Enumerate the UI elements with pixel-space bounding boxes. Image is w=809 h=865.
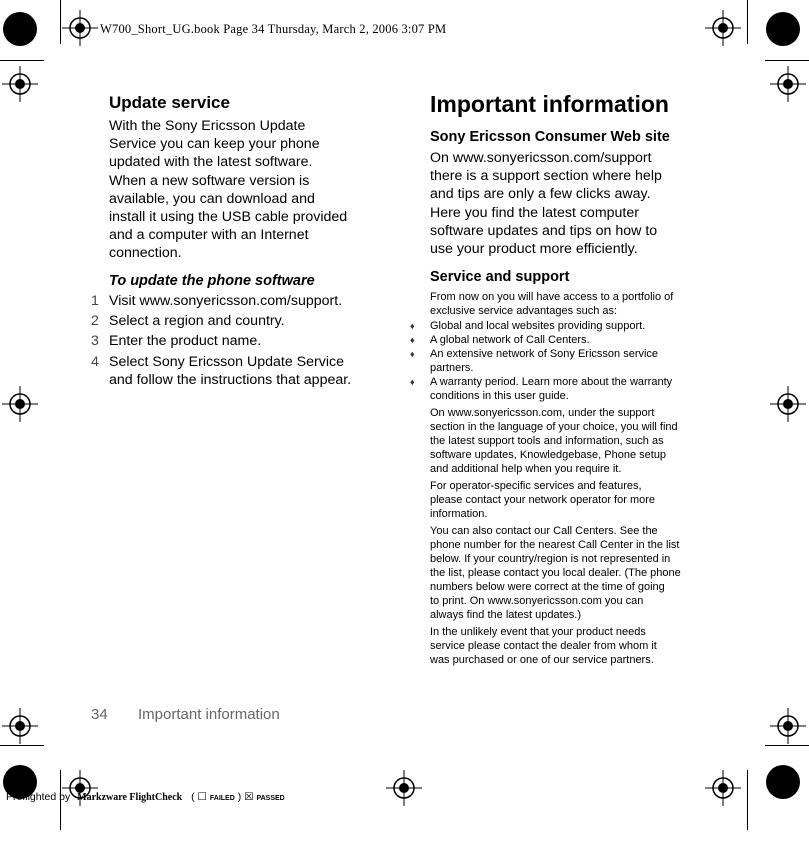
step-text: Visit www.sonyericsson.com/support. (109, 293, 343, 309)
text-line: please contact your network operator for more (430, 494, 656, 506)
bullet-item (410, 319, 715, 333)
text-line: and tips are only a few clicks away. (430, 186, 651, 203)
flightcheck-logo: Markzware FlightCheck (77, 792, 183, 803)
failed-checkbox-icon: ( ☐ (191, 791, 207, 803)
steps-list (91, 292, 401, 389)
crop-blob-bottom-right (766, 765, 800, 799)
bullet-icon: ♦ (410, 377, 415, 387)
text-line: An extensive network of Sony Ericsson service (430, 348, 659, 360)
text-line: always find the latest updates.) (430, 609, 582, 621)
page-number: 34 (91, 706, 108, 723)
text-line: the latest support tools and information, such as (430, 435, 664, 447)
registration-mark-icon (2, 386, 38, 422)
trim-line (0, 745, 44, 746)
registration-mark-icon (2, 66, 38, 102)
registration-mark-icon (770, 386, 806, 422)
bullet-item (410, 347, 715, 375)
text-line: to print. On www.sonyericsson.com you can (430, 595, 644, 607)
preflight-label: Preflighted by (6, 791, 71, 803)
step-number: 1 (91, 293, 99, 309)
text-line: use your product more efficiently. (430, 241, 638, 258)
bullet-item (410, 375, 715, 403)
bullet-icon: ♦ (410, 349, 415, 359)
step-number: 2 (91, 313, 99, 330)
trim-line (0, 60, 44, 61)
trim-line (747, 0, 748, 44)
step-item (91, 353, 401, 389)
text-line: partners. (430, 362, 474, 374)
text-line: the list, please contact you local dealer. (The phone (430, 567, 681, 579)
text-line: Global and local websites providing support. (430, 320, 646, 332)
text-line: A warranty period. Learn more about the warranty (430, 376, 673, 388)
bullet-item (410, 333, 715, 347)
step-text: Select a region and country. (109, 313, 285, 330)
paragraph (430, 524, 715, 622)
registration-mark-icon (705, 10, 741, 46)
registration-mark-icon (705, 770, 741, 806)
paragraph (430, 406, 715, 476)
trim-line (747, 770, 748, 830)
text-line: connection. (109, 245, 182, 262)
text-line: below. If your country/region is not represented in (430, 553, 671, 565)
registration-mark-icon (62, 10, 98, 46)
step-text: and follow the instructions that appear. (109, 371, 352, 388)
service-support-heading: Service and support (430, 269, 570, 285)
text-line: and a computer with an Internet (109, 227, 309, 244)
text-line: updated with the latest software. (109, 154, 313, 171)
text-line: With the Sony Ericsson Update (109, 118, 306, 134)
text-line: You can also contact our Call Centers. See the (430, 525, 658, 537)
text-line: On www.sonyericsson.com, under the support (430, 407, 655, 419)
crop-blob-top-right (766, 12, 800, 46)
text-line: From now on you will have access to a portfolio of (430, 291, 674, 303)
text-line: software updates and tips on how to (430, 222, 658, 239)
text-line: was purchased or one of our service partners. (430, 654, 654, 666)
registration-mark-icon (770, 708, 806, 744)
preflight-stamp (6, 791, 285, 803)
update-service-intro (109, 117, 409, 263)
step-item (91, 332, 401, 350)
text-line: available, you can download and (109, 190, 315, 207)
crop-blob-top-left (3, 12, 37, 46)
registration-mark-icon (2, 708, 38, 744)
text-line: On www.sonyericsson.com/support (430, 150, 652, 166)
trim-line (765, 60, 809, 61)
passed-checkbox-icon: ) ☒ (237, 791, 254, 803)
footer-section-title: Important information (138, 706, 280, 723)
step-number: 3 (91, 333, 99, 350)
text-line: A global network of Call Centers. (430, 334, 590, 346)
service-support-body (410, 290, 715, 667)
consumer-web-site-text (430, 149, 730, 258)
important-information-heading: Important information (430, 91, 669, 117)
step-text: Select Sony Ericsson Update Service (109, 353, 344, 370)
text-line: numbers below were correct at the time of going (430, 581, 665, 593)
step-item (91, 312, 401, 330)
text-line: section in the language of your choice, you will find (430, 421, 678, 433)
text-line: When a new software version is (109, 172, 310, 189)
paragraph (430, 479, 715, 521)
text-line: conditions in this user guide. (430, 390, 569, 402)
text-line: software updates, Knowledgebase, Phone setup (430, 449, 667, 461)
text-line: In the unlikely event that your product needs (430, 626, 646, 638)
failed-label: FAILED (209, 795, 235, 802)
step-text: Enter the product name. (109, 333, 262, 350)
passed-label: PASSED (256, 795, 285, 802)
text-line: For operator-specific services and features, (430, 480, 642, 492)
text-line: there is a support section where help (430, 168, 662, 185)
text-line: install it using the USB cable provided (109, 209, 348, 226)
step-number: 4 (91, 353, 99, 370)
text-line: and additional help when you require it. (430, 463, 622, 475)
trim-line (60, 0, 61, 44)
trim-line (765, 745, 809, 746)
text-line: exclusive service advantages such as: (430, 305, 618, 317)
registration-mark-icon (770, 66, 806, 102)
bullet-icon: ♦ (410, 321, 415, 331)
bullet-icon: ♦ (410, 335, 415, 345)
update-service-heading: Update service (109, 93, 230, 112)
text-line: information. (430, 508, 488, 520)
paragraph (430, 625, 715, 667)
text-line: Here you find the latest computer (430, 204, 639, 221)
text-line: phone number for the nearest Call Center in the list (430, 539, 680, 551)
consumer-web-site-heading: Sony Ericsson Consumer Web site (430, 129, 670, 145)
text-line: service please contact the dealer from whom it (430, 640, 657, 652)
step-item (91, 292, 401, 310)
registration-mark-icon (386, 770, 422, 806)
procedure-heading: To update the phone software (109, 273, 315, 289)
text-line: Service you can keep your phone (109, 136, 320, 153)
book-header: W700_Short_UG.book Page 34 Thursday, March 2, 2006 3:07 PM (100, 22, 447, 36)
